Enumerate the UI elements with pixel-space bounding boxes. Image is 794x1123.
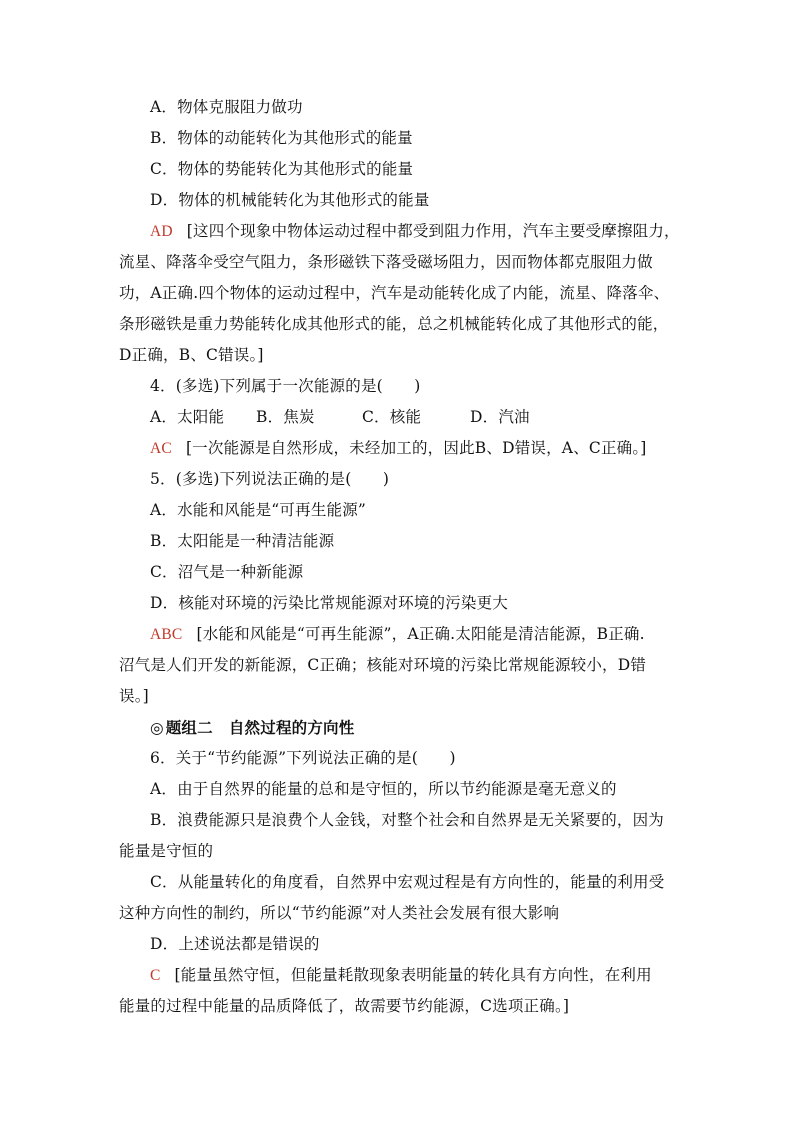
q3-answer-line	[119, 216, 679, 247]
q3-explanation-line-3: 功，A正确.四个物体的运动过程中，汽车是动能转化成了内能，流星、降落伞、	[119, 284, 670, 302]
q4-explanation: [一次能源是自然形成，未经加工的，因此B、D错误，A、C正确。]	[185, 439, 647, 457]
q5-explanation-line-3: 误。]	[119, 687, 149, 705]
q6-option-c-line-1: C．从能量转化的角度看，自然界中宏观过程是有方向性的，能量的利用受	[150, 873, 665, 891]
q5-option-b: B．太阳能是一种清洁能源	[150, 532, 335, 550]
q3-option-d: D．物体的机械能转化为其他形式的能量	[150, 191, 430, 209]
q5-explanation-line-2: 沼气是人们开发的新能源，C正确；核能对环境的污染比常规能源较小，D错	[119, 656, 647, 674]
q5-option-d: D．核能对环境的污染比常规能源对环境的污染更大	[150, 594, 509, 612]
q4-option-a: A．太阳能	[150, 408, 225, 426]
q3-explanation-line-2: 流星、降落伞受空气阻力，条形磁铁下落受磁场阻力，因而物体都克服阻力做	[119, 253, 653, 271]
q3-option-c: C．物体的势能转化为其他形式的能量	[150, 160, 414, 178]
q6-option-d: D．上述说法都是错误的	[150, 935, 320, 953]
q3-explanation-line-5: D正确，B、C错误。]	[119, 346, 264, 364]
q4-option-d: D．汽油	[470, 408, 530, 426]
group2-heading	[119, 712, 679, 743]
q6-option-b-line-1: B．浪费能源只是浪费个人金钱，对整个社会和自然界是无关紧要的，因为	[150, 811, 664, 829]
q4-option-c: C．核能	[362, 408, 422, 426]
q5-stem: 5．(多选)下列说法正确的是( )	[150, 470, 390, 488]
group-marker-icon: ◎	[150, 719, 164, 737]
q4-options	[119, 402, 679, 433]
q5-answer-line	[119, 619, 679, 650]
group2-label: 题组二	[165, 718, 213, 737]
q4-answer: AC	[150, 440, 172, 457]
q3-explanation-line-4: 条形磁铁是重力势能转化成其他形式的能，总之机械能转化成了其他形式的能，	[119, 315, 669, 333]
q6-explanation-line-2: 能量的过程中能量的品质降低了，故需要节约能源，C选项正确。]	[119, 997, 570, 1015]
q6-answer-line	[119, 960, 679, 991]
q4-option-b: B．焦炭	[256, 408, 315, 426]
q4-stem: 4．(多选)下列属于一次能源的是( )	[150, 377, 421, 395]
q6-option-a: A．由于自然界的能量的总和是守恒的，所以节约能源是毫无意义的	[150, 780, 617, 798]
q6-option-b-line-2: 能量是守恒的	[119, 842, 214, 860]
q5-answer: ABC	[150, 626, 183, 643]
group2-title: 自然过程的方向性	[228, 718, 355, 737]
q3-option-a: A．物体克服阻力做功	[150, 98, 303, 116]
q3-answer: AD	[150, 223, 173, 240]
q3-explanation-line-1: [这四个现象中物体运动过程中都受到阻力作用，汽车主要受摩擦阻力，	[186, 222, 680, 240]
q6-answer: C	[150, 967, 161, 984]
q3-option-b: B．物体的动能转化为其他形式的能量	[150, 129, 413, 147]
q4-answer-line	[119, 433, 679, 464]
q6-explanation-line-1: [能量虽然守恒，但能量耗散现象表明能量的转化具有方向性，在利用	[174, 966, 652, 984]
q6-stem: 6．关于“节约能源”下列说法正确的是( )	[150, 749, 456, 767]
q5-explanation-line-1: [水能和风能是“可再生能源”，A正确.太阳能是清洁能源，B正确.	[196, 625, 645, 643]
q5-option-c: C．沼气是一种新能源	[150, 563, 304, 581]
document-page	[119, 92, 679, 1022]
q6-option-c-line-2: 这种方向性的制约，所以“节约能源”对人类社会发展有很大影响	[119, 904, 560, 922]
q5-option-a: A．水能和风能是“可再生能源”	[150, 501, 367, 519]
